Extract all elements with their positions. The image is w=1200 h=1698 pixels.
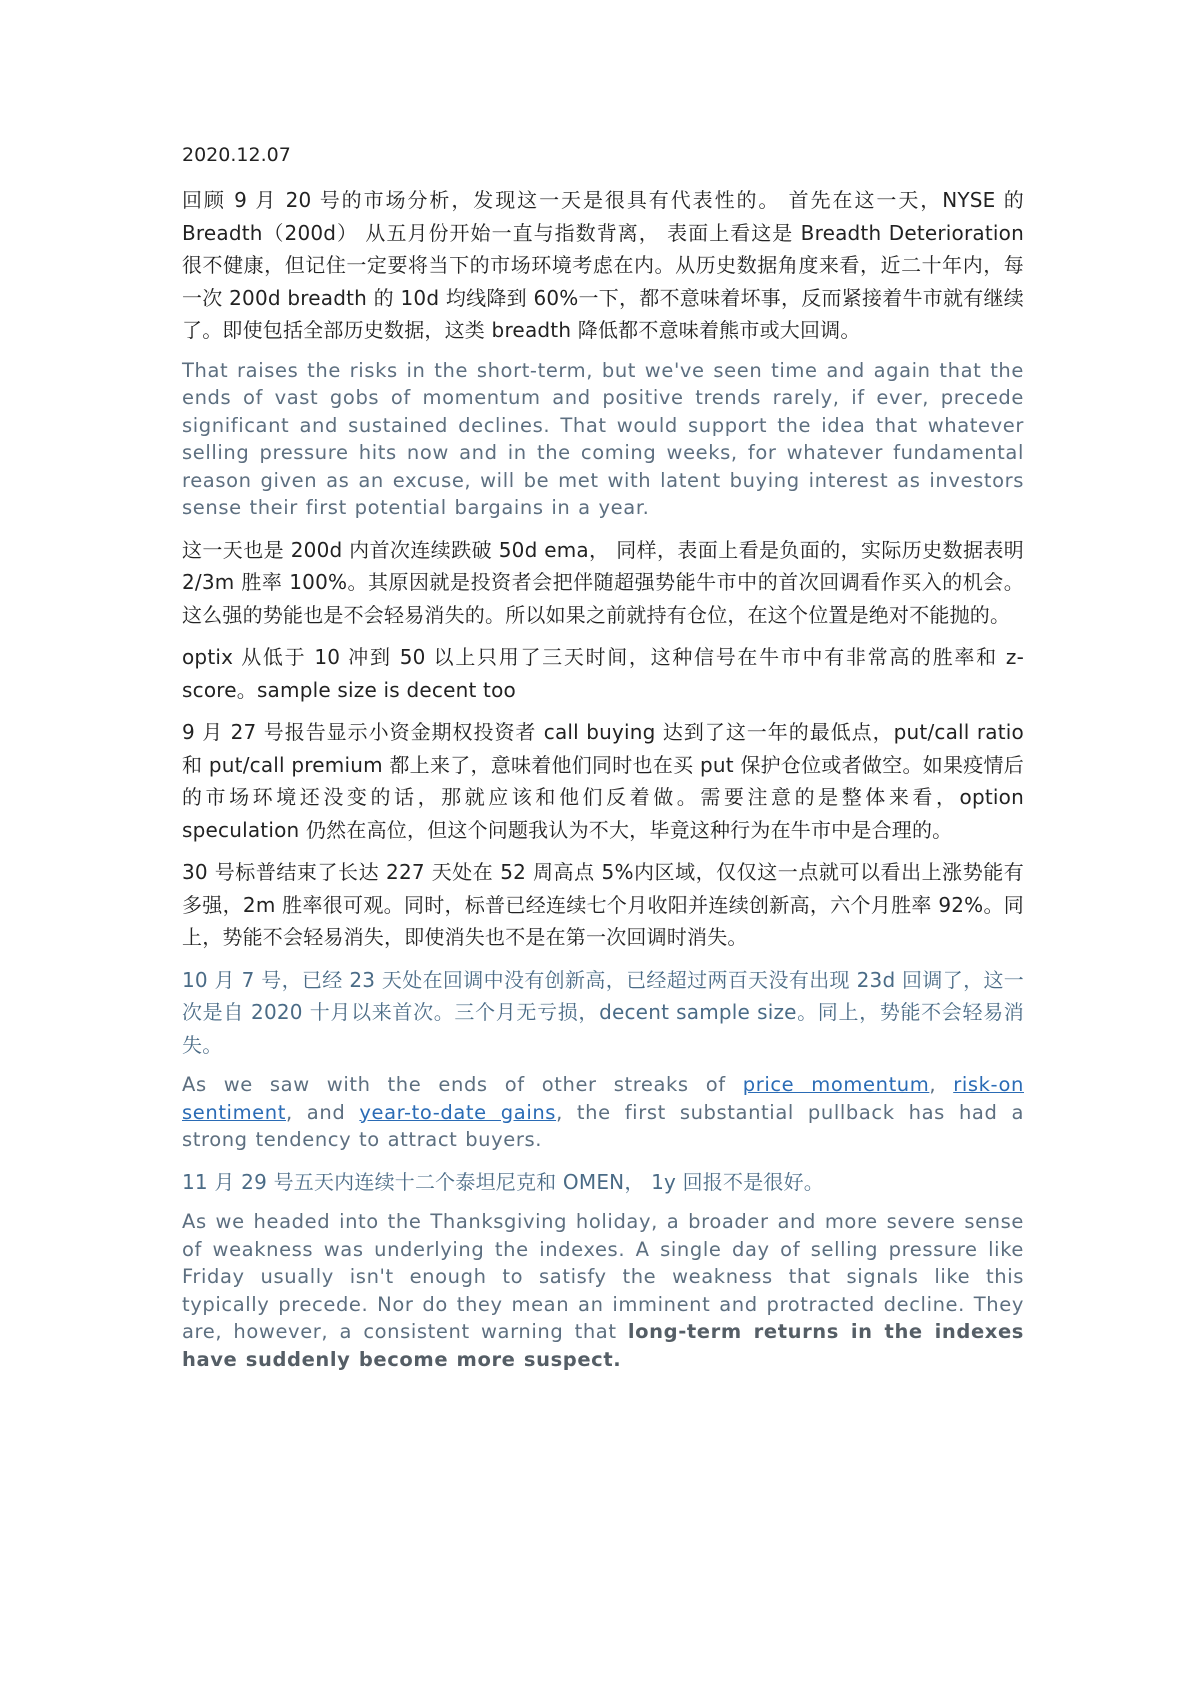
quote-text: As we saw with the ends of other streaks of <box>182 1073 743 1096</box>
document-page <box>182 140 1024 1385</box>
separator: , <box>929 1073 954 1096</box>
paragraph-call-buying: 9 月 27 号报告显示小资金期权投资者 call buying 达到了这一年的最低点，put/call ratio 和 put/call premium 都上来了，意味着他们同时也在买 put 保护仓位或者做空。如果疫情后的市场环境还没变的话，那就应该和他们反着做。需要注意的是整体来看，option speculation 仍然在高位，但这个问题我认为不大，毕竟这种行为在牛市中是合理的。 <box>182 720 1024 842</box>
link-year-to-date-gains[interactable]: year-to-date gains <box>359 1100 557 1124</box>
paragraph-ema-break: 这一天也是 200d 内首次连续跌破 50d ema， 同样，表面上看是负面的，实际历史数据表明 2/3m 胜率 100%。其原因就是投资者会把伴随超强势能牛市中的首次回调看作买入的机会。这么强的势能也是不会轻易消失的。所以如果之前就持有仓位，在这个位置是绝对不能抛的。 <box>182 537 1024 627</box>
separator: , and <box>285 1100 360 1124</box>
paragraph-optix: optix 从低于 10 冲到 50 以上只用了三天时间，这种信号在牛市中有非常高的胜率和 z-score。sample size is decent too <box>182 645 1024 702</box>
quote-momentum-ends: That raises the risks in the short-term, but we've seen time and again that the ends of vast gobs of momentum and positive trends rarely, if ever, precede significant and sustained declines. That would support the idea that whatever selling pressure hits now and in the coming weeks, for whatever fundamental reason given as an excuse, will be met with latent buying interest as investors sense their first potential bargains in a year. <box>182 358 1024 519</box>
paragraph-pullback-days: 10 月 7 号，已经 23 天处在回调中没有创新高，已经超过两百天没有出现 23d 回调了，这一次是自 2020 十月以来首次。三个月无亏损，decent sample size。同上，势能不会轻易消失。 <box>182 967 1024 1057</box>
quote-text: As we headed into the Thanksgiving holiday, a broader and more severe sense of weakness was underlying the indexes. A single day of selling pressure like Friday usually isn't enough to satisfy the weakness that signals like this typically precede. Nor do they mean an imminent and protracted decline. They are, however, a consistent warning that <box>182 1210 1024 1343</box>
quote-text: , the first substantial pullback has had a strong tendency to attract buyers. <box>182 1100 1024 1151</box>
link-risk-on-sentiment[interactable]: risk-on sentiment <box>182 1073 1024 1124</box>
quote-thanksgiving-weakness <box>182 1208 1024 1373</box>
quote-emphasis: long-term returns in the indexes have suddenly become more suspect. <box>182 1320 1024 1371</box>
paragraph-sp-high-zone: 30 号标普结束了长达 227 天处在 52 周高点 5%内区域，仅仅这一点就可以看出上涨势能有多强，2m 胜率很可观。同时，标普已经连续七个月收阳并连续创新高，六个月胜率 92%。同上，势能不会轻易消失，即使消失也不是在第一次回调时消失。 <box>182 860 1024 949</box>
paragraph-breadth-analysis: 回顾 9 月 20 号的市场分析，发现这一天是很具有代表性的。 首先在这一天，NYSE 的 Breadth（200d） 从五月份开始一直与指数背离， 表面上看这是 Breadth Deterioration 很不健康，但记住一定要将当下的市场环境考虑在内。从历史数据角度来看，近二十年内，每一次 200d breadth 的 10d 均线降到 60%一下，都不意味着坏事，反而紧接着牛市就有继续了。即使包括全部历史数据，这类 breadth 降低都不意味着熊市或大回调。 <box>182 188 1024 342</box>
paragraph-titanic-omen: 11 月 29 号五天内连续十二个泰坦尼克和 OMEN， 1y 回报不是很好。 <box>182 1169 824 1194</box>
link-price-momentum[interactable]: price momentum <box>742 1073 930 1096</box>
document-date: 2020.12.07 <box>182 144 291 166</box>
quote-pullback-buyers <box>182 1071 1024 1154</box>
